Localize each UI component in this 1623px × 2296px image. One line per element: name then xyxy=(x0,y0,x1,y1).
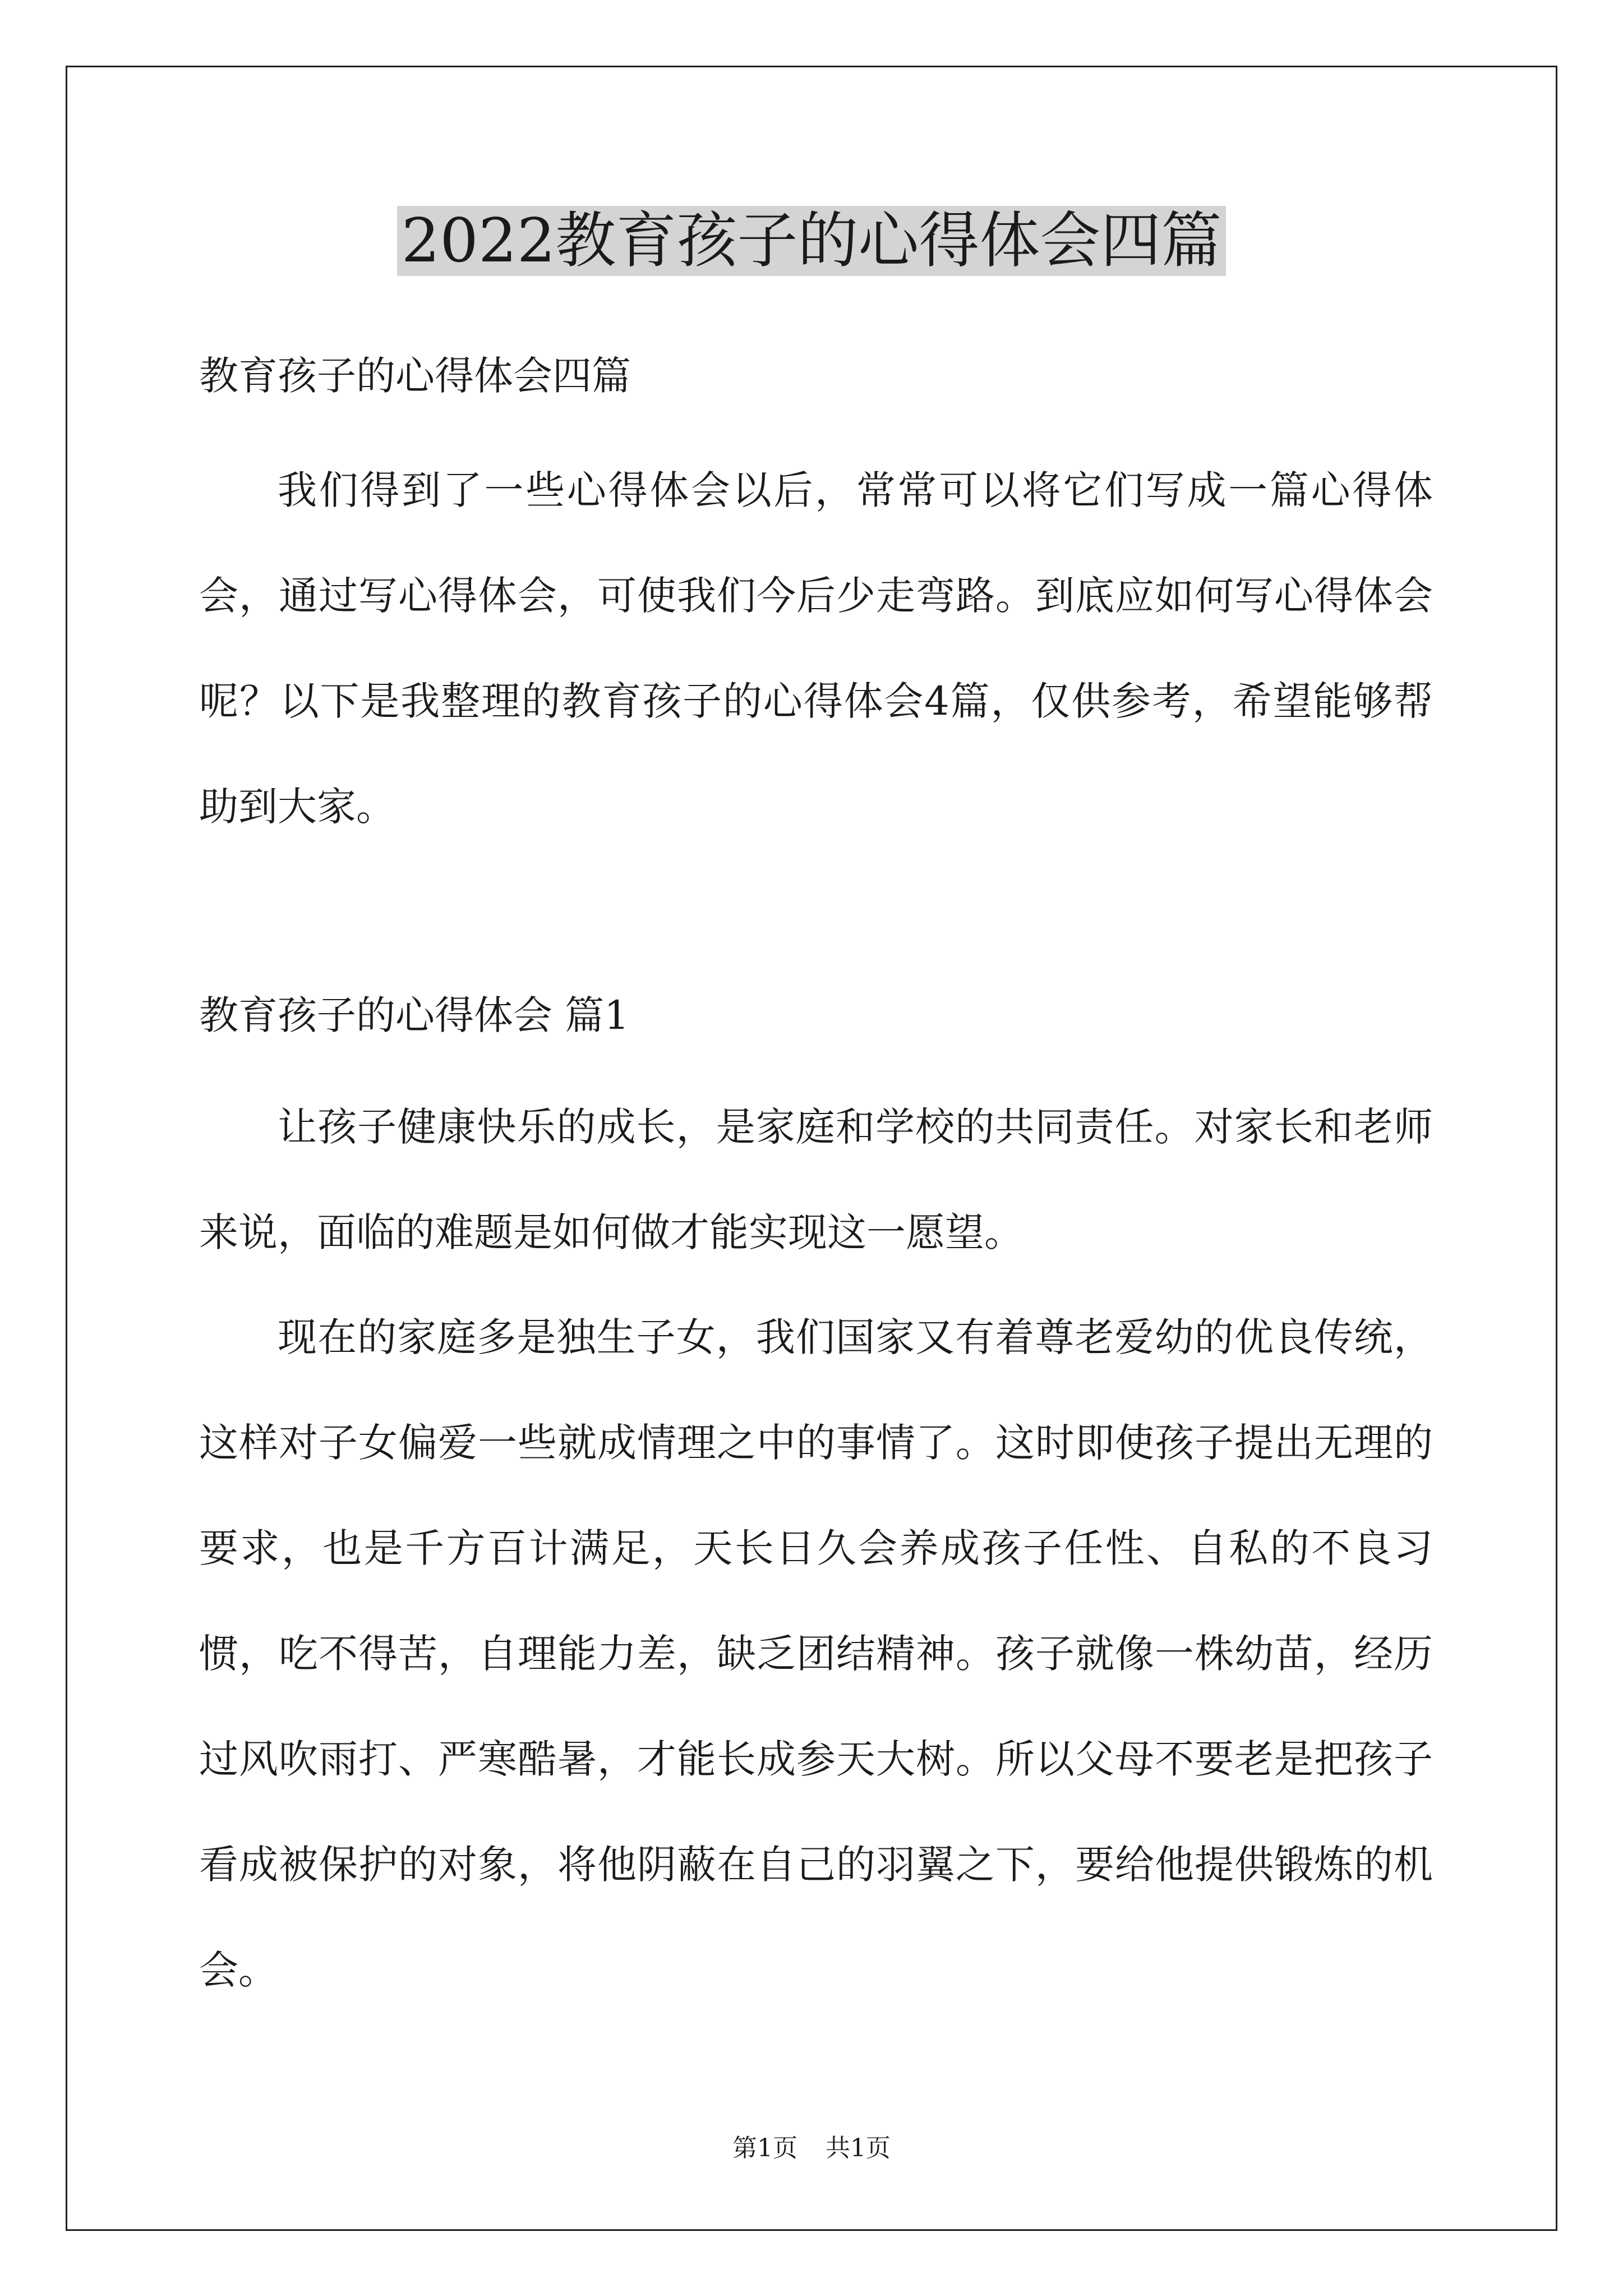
intro-paragraph: 我们得到了一些心得体会以后，常常可以将它们写成一篇心得体会，通过写心得体会，可使我们今后少走弯路。到底应如何写心得体会呢？以下是我整理的教育孩子的心得体会4篇，仅供参考，希望能够帮助到大家。 xyxy=(199,467,1433,830)
page-footer xyxy=(0,2132,1623,2165)
document-subtitle: 教育孩子的心得体会四篇 xyxy=(199,353,631,399)
section-1-paragraph-2: 现在的家庭多是独生子女，我们国家又有着尊老爱幼的优良传统，这样对子女偏爱一些就成情理之中的事情了。这时即使孩子提出无理的要求，也是千方百计满足，天长日久会养成孩子任性、自私的不良习惯，吃不得苦，自理能力差，缺乏团结精神。孩子就像一株幼苗，经历过风吹雨打、严寒酷暑，才能长成参天大树。所以父母不要老是把孩子看成被保护的对象，将他阴蔽在自己的羽翼之下，要给他提供锻炼的机会。 xyxy=(199,1314,1433,1993)
page-number: 第1页 xyxy=(732,2134,797,2162)
page-total: 共1页 xyxy=(826,2134,891,2162)
document-title-text: 2022教育孩子的心得体会四篇 xyxy=(397,206,1227,276)
section-1-paragraph-1: 让孩子健康快乐的成长，是家庭和学校的共同责任。对家长和老师来说，面临的难题是如何做才能实现这一愿望。 xyxy=(199,1104,1433,1255)
section-heading-1: 教育孩子的心得体会 篇1 xyxy=(199,992,629,1038)
document-title xyxy=(0,199,1623,283)
